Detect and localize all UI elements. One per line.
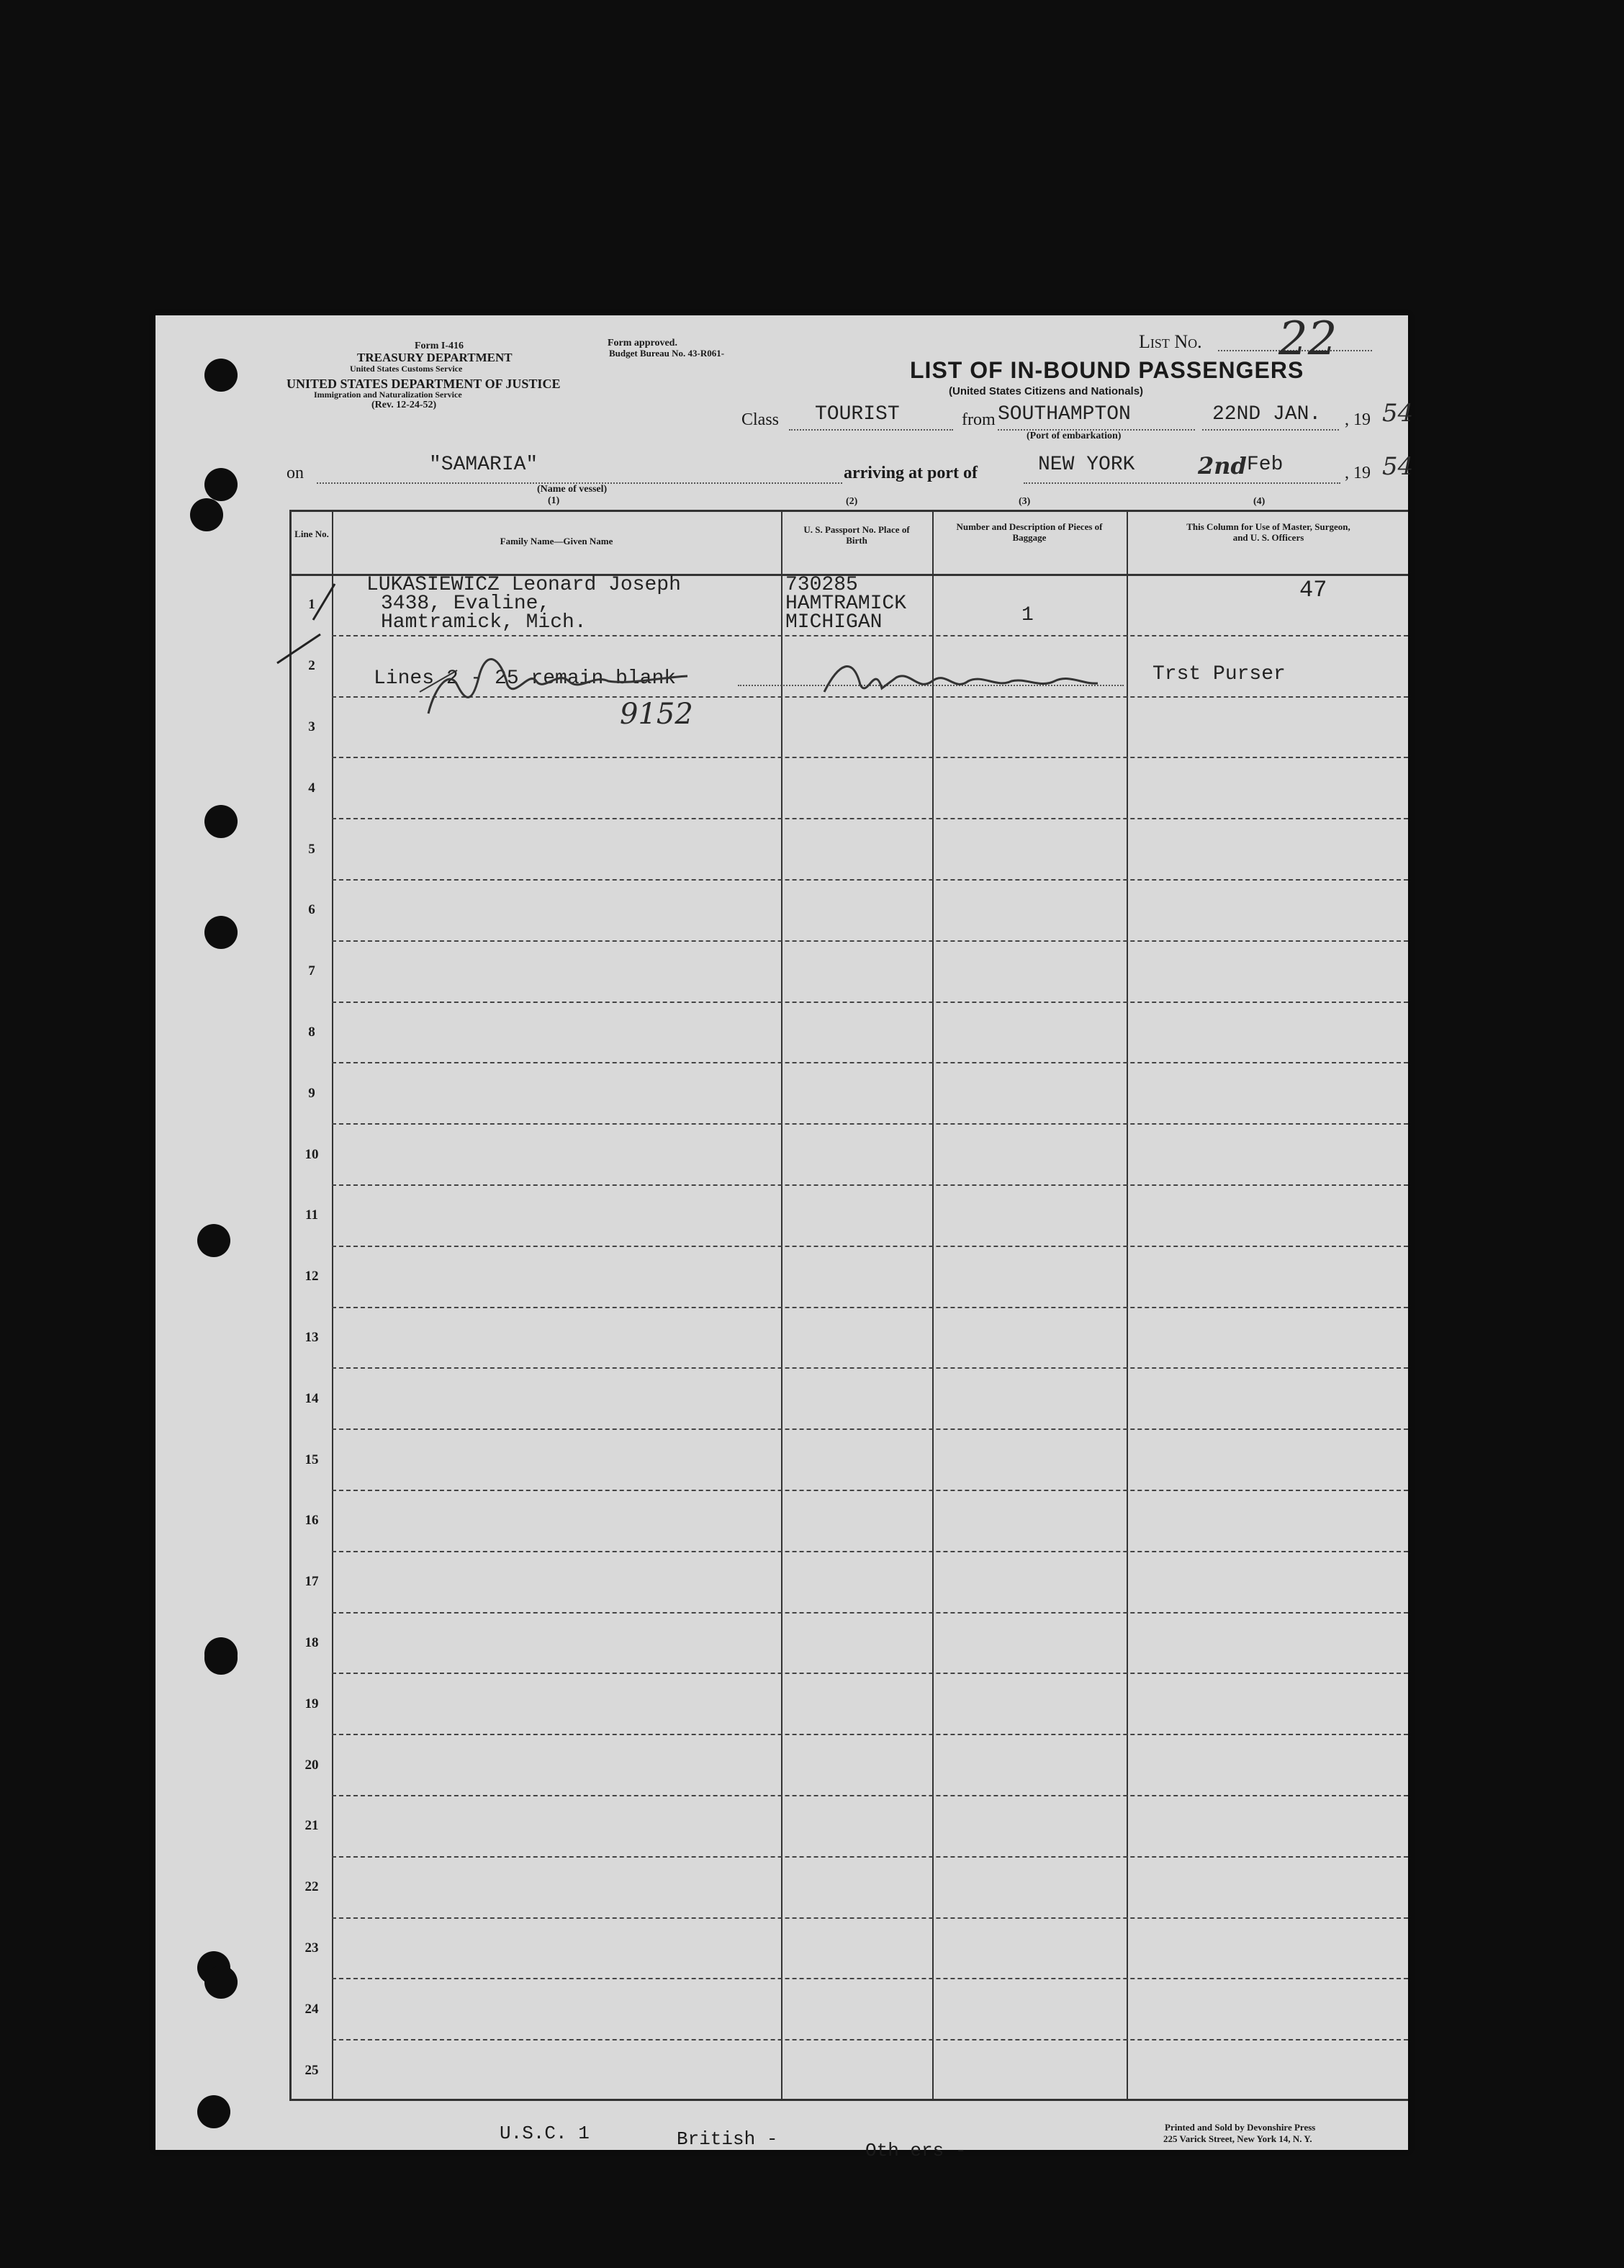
departure-year: 54 [1382, 399, 1414, 428]
line-number: 11 [305, 1207, 318, 1223]
col-divider [1127, 512, 1128, 2099]
line-number: 14 [304, 1390, 319, 1406]
binder-hole [204, 1966, 238, 1999]
depart-year-prefix: , 19 [1345, 410, 1371, 429]
baggage-count: 1 [1021, 604, 1034, 626]
arrival-day: 2nd [1198, 452, 1247, 480]
class-value: TOURIST [815, 403, 900, 426]
row-line [332, 1917, 1408, 1919]
vessel-col-num: (1) [548, 495, 560, 506]
form-approved: Form approved. [608, 338, 677, 348]
binder-hole [197, 1224, 230, 1257]
line-number: 7 [308, 963, 315, 979]
line-number: 17 [304, 1574, 319, 1590]
line-number: 18 [304, 1635, 319, 1650]
line-number: 2 [308, 658, 315, 674]
departure-date: 22ND JAN. [1212, 403, 1322, 426]
binder-hole [204, 1642, 238, 1675]
col-officers: This Column for Use of Master, Surgeon, and U. S. Officers [1186, 521, 1350, 543]
usc-count: U.S.C. 1 [500, 2123, 590, 2144]
arrival-port-line [1024, 482, 1340, 484]
check-mark [270, 555, 356, 670]
row-line [332, 1551, 1408, 1552]
date-line [1202, 429, 1339, 431]
col-name: Family Name—Given Name [500, 536, 613, 546]
col-passport: U. S. Passport No. Place of Birth [803, 524, 910, 546]
binder-hole [204, 805, 238, 838]
line-number: 13 [304, 1330, 319, 1345]
passenger-table [289, 496, 1408, 2101]
line-number: 16 [304, 1513, 319, 1529]
form-title: LIST OF IN-BOUND PASSENGERS [910, 357, 1304, 383]
row-line [332, 1002, 1408, 1003]
arrival-month: Feb [1247, 454, 1284, 476]
form-subtitle: (United States Citizens and Nationals) [949, 385, 1144, 397]
col-divider [332, 512, 333, 2099]
col-divider [781, 512, 782, 2099]
passenger-name: LUKASIEWICZ Leonard Joseph [366, 574, 681, 596]
row-line [332, 1978, 1408, 1979]
blank-lines-note: Lines 2 - 25 remain blank [374, 667, 677, 690]
row-line [332, 1612, 1408, 1614]
revision: (Rev. 12-24-52) [371, 400, 437, 410]
line-number: 21 [304, 1818, 319, 1834]
line-number: 23 [304, 1940, 319, 1956]
row-line [332, 1673, 1408, 1674]
on-label: on [287, 464, 304, 482]
others-count: Oth ers - [865, 2140, 967, 2161]
col-line-no: Line No. [294, 528, 329, 539]
line-number: 25 [304, 2062, 319, 2078]
row-line [332, 1184, 1408, 1186]
port-caption: (Port of embarkation) [1027, 431, 1122, 441]
line-number: 12 [304, 1269, 319, 1284]
line-number: 3 [308, 719, 315, 734]
col-num-4: (4) [1253, 496, 1266, 507]
row-line [332, 818, 1408, 819]
passenger-address-1: 3438, Evaline, [381, 593, 551, 615]
row-line [332, 1856, 1408, 1858]
vessel-name: "SAMARIA" [429, 454, 538, 476]
passenger-address-2: Hamtramick, Mich. [381, 611, 587, 634]
class-line [789, 429, 953, 431]
line-number: 1 [308, 597, 315, 613]
passport-number: 730285 [785, 574, 858, 596]
printer-line-2: 225 Varick Street, New York 14, N. Y. [1163, 2133, 1312, 2144]
justice-dept: UNITED STATES DEPARTMENT OF JUSTICE [287, 377, 561, 391]
handwritten-number: 9152 [620, 698, 693, 731]
line-number: 22 [304, 1879, 319, 1895]
line-number: 10 [304, 1146, 319, 1162]
list-no-label: List No. [1139, 331, 1202, 352]
row-line [332, 1123, 1408, 1125]
document-page [155, 312, 1414, 2161]
row-line [332, 757, 1408, 758]
col-num-3: (3) [1019, 496, 1031, 507]
binder-hole [197, 2095, 230, 2128]
printer-line-1: Printed and Sold by Devonshire Press [1165, 2122, 1316, 2133]
col-num-2: (2) [846, 496, 858, 507]
line-number: 15 [304, 1452, 319, 1467]
row-line [332, 1307, 1408, 1308]
purser-signature [810, 649, 1112, 714]
class-label: Class [741, 410, 780, 429]
row-line [332, 1490, 1408, 1491]
row-line [332, 1428, 1408, 1430]
line-number: 5 [308, 841, 315, 857]
customs-service: United States Customs Service [350, 364, 463, 374]
line-number: 19 [304, 1696, 319, 1711]
row-line [332, 1734, 1408, 1735]
row-line [332, 2039, 1408, 2040]
from-label: from [962, 410, 996, 429]
line-number: 8 [308, 1025, 315, 1040]
line-number: 24 [304, 2001, 319, 2017]
line-number: 6 [308, 902, 315, 918]
line-number: 4 [308, 780, 315, 796]
binder-hole [204, 468, 238, 501]
birth-place-1: HAMTRAMICK [785, 593, 907, 615]
officer-note: 47 [1299, 577, 1327, 603]
binder-hole [204, 359, 238, 392]
row-line [332, 1367, 1408, 1369]
budget-bureau: Budget Bureau No. 43-R061- [609, 348, 725, 359]
arrival-year-prefix: , 19 [1345, 464, 1371, 482]
row-line [332, 940, 1408, 942]
purser-title: Trst Purser [1152, 663, 1286, 685]
arrival-port: NEW YORK [1038, 454, 1135, 476]
binder-hole [190, 498, 223, 531]
official-signature [414, 642, 745, 728]
col-divider [932, 512, 934, 2099]
arrival-year: 54 [1382, 452, 1414, 481]
arriving-label: arriving at port of [844, 464, 978, 482]
col-baggage: Number and Description of Pieces of Baggage [956, 521, 1103, 543]
birth-place-2: MICHIGAN [785, 611, 883, 634]
row-line [332, 635, 1408, 636]
embarkation-port: SOUTHAMPTON [998, 403, 1131, 426]
treasury-dept: TREASURY DEPARTMENT [357, 351, 513, 364]
ins-service: Immigration and Naturalization Service [314, 390, 462, 400]
row-line [332, 879, 1408, 881]
line-number: 20 [304, 1757, 319, 1773]
list-no-value: 22 [1278, 312, 1337, 366]
row-line [332, 1246, 1408, 1247]
line-number: 9 [308, 1085, 315, 1101]
row-line [332, 1795, 1408, 1796]
british-count: British - [677, 2128, 778, 2150]
form-number: Form I-416 [415, 341, 464, 351]
binder-hole [204, 916, 238, 949]
row-line [332, 1062, 1408, 1063]
vessel-caption: (Name of vessel) [537, 484, 608, 495]
